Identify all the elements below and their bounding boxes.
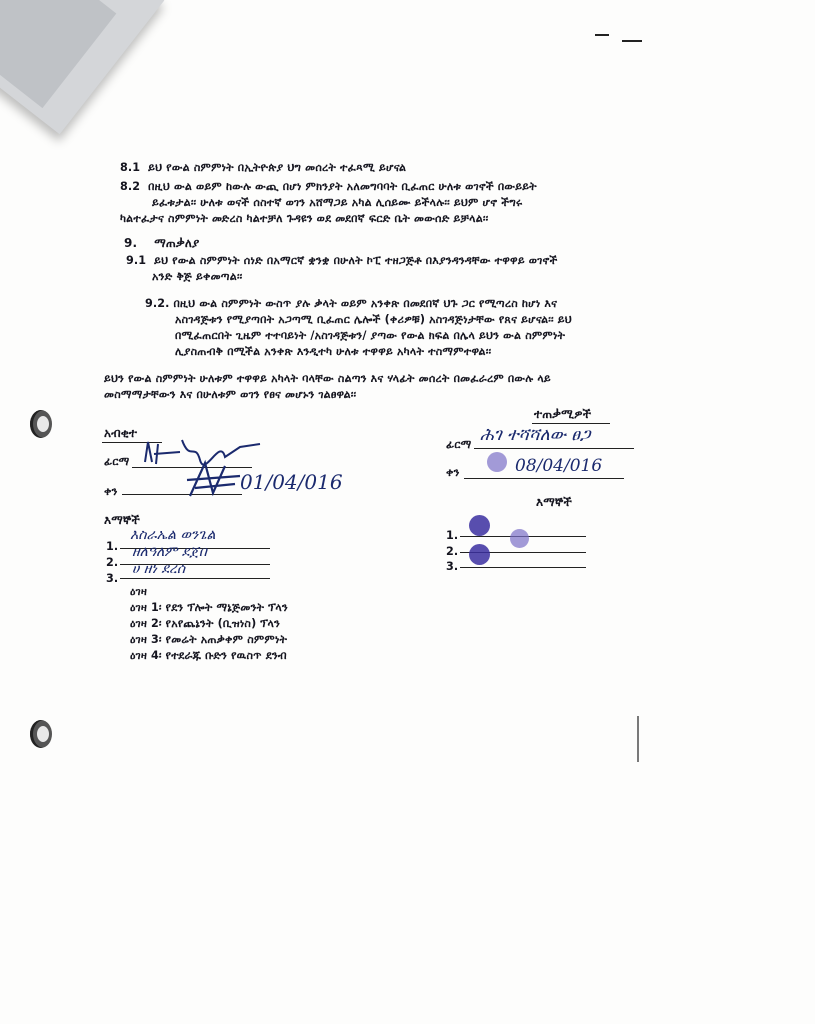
clause-9-1 xyxy=(126,254,558,268)
clause-8-2-line2: ይፈቱታል፡፡ ሁለቱ ወናች ሰስተኛ ወገን አሸማጋይ አካል ሊሰይሙ ይችላሉ፡፡ ይህም ሆኖ ችግሩ xyxy=(152,196,523,209)
clause-text: በዚህ ውል ወይም ከውሉ ውጪ በሆነ ምክንያት አለመግባባት ቢፈጠር ሁለቱ ወገኖች በውይይት xyxy=(148,180,537,193)
clause-text: ይህ የውል ስምምነት በኢትዮጵያ ህግ መሰረት ተፈጻሚ ይሆናል xyxy=(148,161,407,174)
right-witness-number: 3. xyxy=(446,560,459,573)
right-witness-number: 1. xyxy=(446,529,459,542)
clause-8-2-line3: ካልተፈታና ስምምነት መድረስ ካልተቻለ ጉዳዩን ወደ መደበኛ ፍርድ ቤት መውሰድ ይቻላል፡፡ xyxy=(120,212,489,225)
left-witness-name: እስራኤል ወንጌል xyxy=(130,527,216,543)
clause-9-1-line2: አንድ ቅጅ ይቀመጣል፡፡ xyxy=(152,270,243,283)
clause-9-2-line2: አስገዳጅቱን የሚያጣበት አጋጣሚ ቢፈጠር ሌሎች (ቀሪዎቹ) አስገዳጅነታቸው የጸና ይሆናል፡፡ ይህ xyxy=(175,313,572,326)
left-witness-number: 2. xyxy=(106,556,119,569)
section-number: 9. xyxy=(124,236,138,250)
clause-number: 8.2 xyxy=(120,180,141,193)
attachment-item: ዕገዛ 3፡ የመሬት አጠቃቀም ስምምነት xyxy=(130,633,288,646)
thumbprint-stamp xyxy=(487,452,507,472)
section-title: ማጠቃለያ xyxy=(154,236,200,250)
punch-hole-bottom xyxy=(30,720,52,748)
closing-line-1: ይህን የውል ስምምነት ሁለቱም ተዋዋይ አካላት ባላቸው ስልጣን እና ሃላፊት መሰረት በመፈራረም በውሉ ላይ xyxy=(104,372,551,385)
right-date-value: 08/04/016 xyxy=(515,456,603,476)
left-sign-label: ፊርማ xyxy=(104,455,130,468)
left-witness-name: ዘለዓለም ደጀበ xyxy=(132,544,207,560)
clause-9-2 xyxy=(145,297,557,311)
witness-thumbprint xyxy=(469,544,490,565)
clause-text: በዚህ ውል ስምምነት ውስጥ ያሉ ቃላት ወይም አንቀጽ በመደበኛ ህጉ ጋር የሚጣረስ ከሆነ እና xyxy=(173,297,558,310)
clause-number: 9.1 xyxy=(126,254,147,267)
witness-thumbprint xyxy=(510,529,529,548)
clause-9-2-line4: ሊያስጠብቅ በሚችል አንቀጽ እንዲተካ ሁለቱ ተዋዋይ አካላት ተስማምተዋል፡፡ xyxy=(175,345,492,358)
left-witnesses-title: እማኞች xyxy=(104,513,140,527)
attachment-item: ዕገዛ 2፡ የአየጨኔንት (ቢዝነስ) ፕላን xyxy=(130,617,281,630)
closing-line-2: መስማማታቸውን እና በሁለቱም ወገን የፀና መሆኑን ገልፀዋል፡፡ xyxy=(104,388,357,401)
left-date-label: ቀን xyxy=(104,485,118,498)
punch-hole-top xyxy=(30,410,52,438)
left-date-value: 01/04/016 xyxy=(240,470,343,494)
witness-thumbprint xyxy=(469,515,490,536)
clause-8-1 xyxy=(120,161,406,175)
left-witness-line xyxy=(120,578,270,579)
left-party-title: አብቂተ xyxy=(104,426,138,440)
clause-text: ይህ የውል ስምምነት ሰነድ በአማርኛ ቋንቋ በሁለት ኮፒ ተዘጋጅቶ በእያንዳንዳቸው ተዋዋይ ወገኖች xyxy=(154,254,558,267)
left-witness-number: 1. xyxy=(106,540,119,553)
scan-artifact-line xyxy=(637,716,639,762)
left-date-signature xyxy=(185,458,245,500)
attachments-title: ዕገዛ xyxy=(130,585,148,598)
right-date-label: ቀን xyxy=(446,466,460,479)
clause-8-2 xyxy=(120,180,537,194)
right-sign-label: ፊርማ xyxy=(446,438,472,451)
title-underline xyxy=(532,423,610,424)
clause-number: 9.2. xyxy=(145,297,170,310)
right-date-line xyxy=(464,478,624,479)
section-9-heading xyxy=(124,236,199,250)
right-party-title: ተጠቃሚዎች xyxy=(534,407,592,421)
scan-mark xyxy=(595,34,609,36)
right-name-value: ሕገ ተሻሻለው ፀጋ xyxy=(480,425,591,445)
scan-mark xyxy=(622,40,642,42)
attachment-item: ዕገዛ 4፡ የተደራጁ ቡድን የዉስጥ ደንብ xyxy=(130,649,287,662)
right-sign-line xyxy=(474,448,634,449)
right-witness-number: 2. xyxy=(446,545,459,558)
clause-number: 8.1 xyxy=(120,161,141,174)
attachment-item: ዕገዛ 1፡ የደን ፕሎት ማኔጅመንት ፕላን xyxy=(130,601,288,614)
right-witness-line xyxy=(460,567,586,568)
left-witness-name: ሀ ዘነ ደረሰ xyxy=(132,561,186,577)
right-witnesses-title: እማኞች xyxy=(536,495,572,509)
left-witness-number: 3. xyxy=(106,572,119,585)
clause-9-2-line3: በሚፈጠርበት ጊዜም ተተባይነት /አስገዳጅቱን/ ያጣው የውል ክፍል በሌላ ይህን ውል ስምምነት xyxy=(175,329,566,342)
